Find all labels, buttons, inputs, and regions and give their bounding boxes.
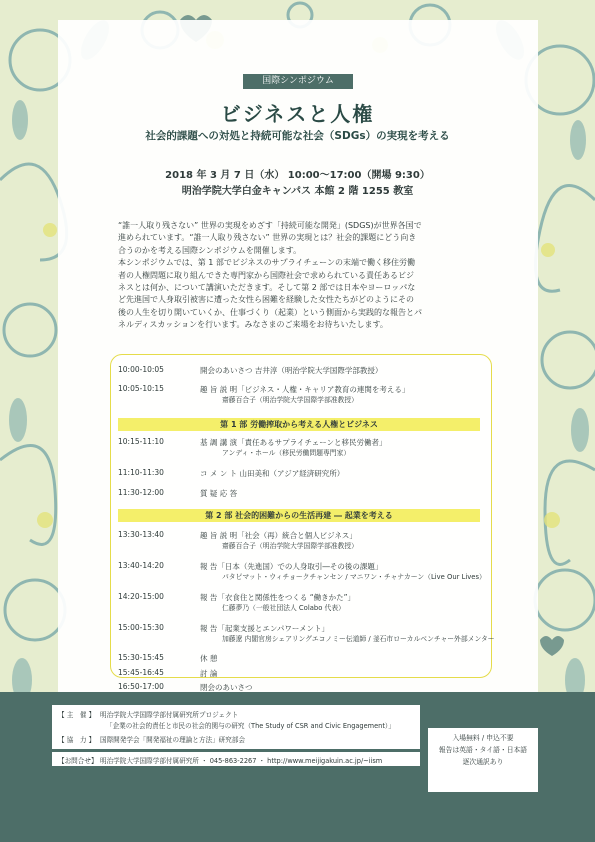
program-item: 報 告「日本（先進国）での人身取引―その後の課題」	[200, 562, 383, 571]
event-venue: 明治学院大学白金キャンパス 本館 2 階 1255 教室	[181, 186, 414, 197]
cooperation-value: 国際開発学会「開発福祉の理論と方法」研究部会	[100, 736, 246, 744]
program-item: 開会のあいさつ 吉井淳（明治学院大学国際学部教授）	[200, 366, 383, 375]
program-time: 15:45-16:45	[118, 668, 164, 677]
program-item: 質 疑 応 答	[200, 489, 238, 498]
program-speaker: 仁藤夢乃（一般社団法人 Colabo 代表）	[222, 604, 345, 612]
program-item: コ メ ン ト 山田美和（アジア経済研究所）	[200, 469, 345, 478]
languages: 報告は英語・タイ語・日本語	[438, 746, 528, 754]
host-label: 【 主 催 】	[58, 711, 96, 719]
program-item: 趣 旨 説 明「ビジネス・人権・キャリア教育の連関を考える」	[200, 385, 410, 394]
intro-line: 者の人権問題に取り組んできた専門家から国際社会で求められている責任あるビジ	[118, 270, 414, 280]
inquiry-value: 明治学院大学国際学部付属研究所 ・ 045-863-2267 ・ http://www.meijigakuin.ac.jp/~iism	[100, 757, 383, 765]
program-time: 11:30-12:00	[118, 488, 164, 497]
program-time: 10:05-10:15	[118, 384, 164, 393]
intro-line: 進められています。“誰一人取り残さない” 世界の実現とは？社会的課題にどう向き	[118, 233, 417, 243]
program-item: 休 憩	[200, 654, 218, 663]
program-item: 趣 旨 説 明「社会（再）統合と個人ビジネス」	[200, 531, 357, 540]
program-time: 13:30-13:40	[118, 530, 164, 539]
program-speaker: アンディ・ホール（移民労働問題専門家）	[222, 449, 351, 457]
program-speaker: 加藤遼 内閣官房シェアリングエコノミー伝道師 / 釜石市ローカルベンチャー外部メンター	[222, 635, 495, 643]
program-speaker: 齋藤百合子（明治学院大学国際学部准教授）	[222, 396, 358, 404]
interpretation: 逐次通訳あり	[462, 758, 504, 766]
intro-line: ネスとは何か、について講演いただきます。そして第 2 部では日本やヨーロッパな	[118, 283, 416, 293]
program-time: 14:20-15:00	[118, 592, 164, 601]
event-type-badge: 国際シンポジウム	[243, 74, 353, 89]
program-time: 16:50-17:00	[118, 682, 164, 691]
program-time: 13:40-14:20	[118, 561, 164, 570]
intro-line: ネルディスカッションを行います。みなさまのご来場をお待ちいたします。	[118, 320, 388, 330]
program-time: 11:10-11:30	[118, 468, 164, 477]
intro-line: “誰一人取り残さない” 世界の実現をめざす「持続可能な開発」(SDGS)が世界各国で	[118, 221, 422, 230]
program-time: 10:00-10:05	[118, 365, 164, 374]
host-value: 明治学院大学国際学部付属研究所プロジェクト	[100, 711, 239, 719]
program-speaker: パタピマット・ウィチョークチャンセン / マニワン・チャナカーン（Live Our Lives）	[222, 573, 486, 581]
admission-info	[428, 728, 538, 792]
program-item: 報 告「起業支援とエンパワーメント」	[200, 624, 329, 633]
intro-line: 本シンポジウムでは、第 1 部でビジネスのサプライチェーンの末端で働く移住労働	[118, 258, 416, 268]
page-title: ビジネスと人権	[220, 102, 375, 126]
event-date: 2018 年 3 月 7 日（水） 10:00～17:00（開場 9:30）	[165, 170, 430, 181]
part-2-heading: 第 2 部 社会的困難からの生活再建 ― 起業を考える	[118, 509, 480, 522]
program-item: 基 調 講 演「責任あるサプライチェーンと移民労働者」	[200, 438, 387, 447]
inquiry-label: 【お問合せ】	[58, 757, 98, 765]
intro-text	[118, 220, 480, 332]
intro-line: 合うのかを考える国際シンポジウムを開催します。	[118, 245, 302, 255]
program-speaker: 齋藤百合子（明治学院大学国際学部准教授）	[222, 542, 358, 550]
program-time: 15:30-15:45	[118, 653, 164, 662]
program-time: 10:15-11:10	[118, 437, 164, 446]
page-subtitle: 社会的課題への対処と持続可能な社会（SDGs）の実現を考える	[145, 130, 450, 142]
host-project: 「企業の社会的責任と市民の社会的関与の研究（The Study of CSR and Civic Engagement）」	[106, 722, 395, 730]
intro-line: 後の人生を切り開いていくか、仕事づくり（起業）という側面から実践的な報告とパ	[118, 307, 422, 317]
program-time: 15:00-15:30	[118, 623, 164, 632]
program-item: 閉会のあいさつ	[200, 683, 253, 692]
program-item: 報 告「衣食住と関係性をつくる “働きかた”」	[200, 593, 356, 602]
part-1-heading: 第 1 部 労働搾取から考える人権とビジネス	[118, 418, 480, 431]
cooperation-label: 【 協 力 】	[58, 736, 96, 744]
program-item: 討 論	[200, 669, 218, 678]
admission-free: 入場無料 / 申込不要	[452, 734, 514, 742]
intro-line: ど先進国で人身取引被害に遭った女性ら困難を経験した女性たちがどのようにその	[118, 295, 414, 305]
organizer-box	[52, 705, 420, 749]
inquiry-box	[52, 752, 420, 766]
